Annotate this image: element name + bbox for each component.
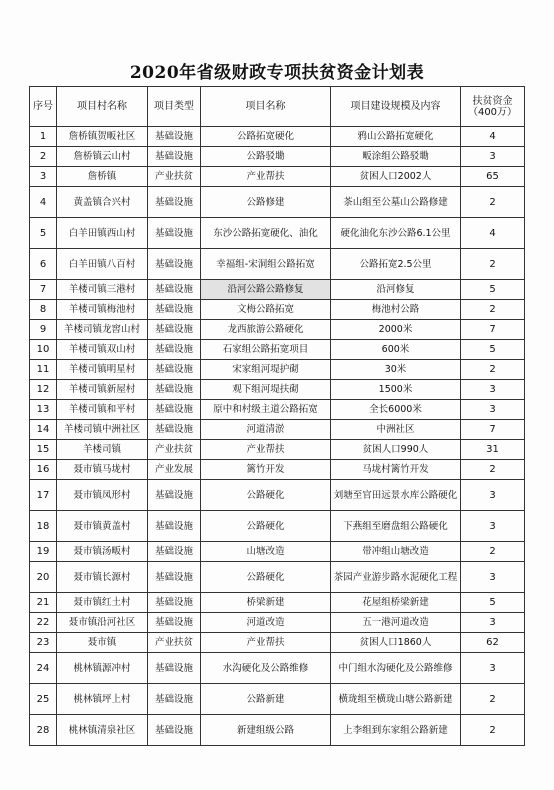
cell-no: 18 (30, 511, 57, 542)
cell-project-name: 山塘改造 (201, 542, 331, 562)
cell-village: 聂市镇沿河社区 (57, 613, 148, 633)
table-row (30, 320, 525, 340)
table-row (30, 360, 525, 380)
cell-scale: 梅池村公路 (331, 300, 461, 320)
cell-fund: 4 (461, 218, 525, 249)
cell-fund: 7 (461, 420, 525, 440)
table-row (30, 715, 525, 746)
cell-scale: 横珑组至横珑山塘公路新建 (331, 684, 461, 715)
cell-no: 10 (30, 340, 57, 360)
cell-fund: 5 (461, 593, 525, 613)
cell-village: 白羊田镇西山村 (57, 218, 148, 249)
table-row (30, 380, 525, 400)
table-row (30, 147, 525, 167)
cell-project-name: 观下组河堤扶砌 (201, 380, 331, 400)
cell-project-name: 东沙公路拓宽硬化、油化 (201, 218, 331, 249)
cell-type: 产业扶贫 (148, 440, 201, 460)
cell-village: 羊楼司镇龙窖山村 (57, 320, 148, 340)
cell-type: 基础设施 (148, 653, 201, 684)
cell-fund: 31 (461, 440, 525, 460)
cell-village: 詹桥镇贺畈社区 (57, 127, 148, 147)
cell-type: 基础设施 (148, 280, 201, 300)
cell-scale: 下燕组至磨盘组公路硬化 (331, 511, 461, 542)
header-project-name: 项目名称 (201, 87, 331, 127)
cell-fund: 2 (461, 300, 525, 320)
cell-project-name: 石家组公路拓宽项目 (201, 340, 331, 360)
cell-fund: 2 (461, 360, 525, 380)
cell-fund: 3 (461, 653, 525, 684)
cell-no: 16 (30, 460, 57, 480)
header-no: 序号 (30, 87, 57, 127)
cell-no: 23 (30, 633, 57, 653)
cell-type: 产业发展 (148, 460, 201, 480)
cell-project-name: 沿河公路公路修复 (201, 280, 331, 300)
cell-no: 7 (30, 280, 57, 300)
table-row (30, 300, 525, 320)
table-row (30, 684, 525, 715)
cell-village: 聂市镇黄盖村 (57, 511, 148, 542)
cell-no: 1 (30, 127, 57, 147)
table-row (30, 480, 525, 511)
table-row (30, 280, 525, 300)
cell-fund: 3 (461, 147, 525, 167)
cell-no: 8 (30, 300, 57, 320)
table-row (30, 653, 525, 684)
cell-project-name: 公路硬化 (201, 562, 331, 593)
cell-type: 基础设施 (148, 400, 201, 420)
table-row (30, 511, 525, 542)
cell-scale: 中洲社区 (331, 420, 461, 440)
cell-project-name: 公路拓宽硬化 (201, 127, 331, 147)
cell-no: 24 (30, 653, 57, 684)
cell-project-name: 篱竹开发 (201, 460, 331, 480)
cell-fund: 3 (461, 400, 525, 420)
header-type: 项目类型 (148, 87, 201, 127)
header-scale: 项目建设规模及内容 (331, 87, 461, 127)
cell-fund: 2 (461, 249, 525, 280)
table-row (30, 440, 525, 460)
cell-fund: 4 (461, 127, 525, 147)
cell-scale: 30米 (331, 360, 461, 380)
cell-village: 羊楼司镇梅池村 (57, 300, 148, 320)
cell-no: 4 (30, 187, 57, 218)
table-row (30, 167, 525, 187)
cell-project-name: 河道清淤 (201, 420, 331, 440)
cell-scale: 五一港河道改造 (331, 613, 461, 633)
cell-scale: 茶山组至公墓山公路修建 (331, 187, 461, 218)
cell-no: 2 (30, 147, 57, 167)
table-row (30, 340, 525, 360)
cell-no: 17 (30, 480, 57, 511)
cell-scale: 花屋组桥梁新建 (331, 593, 461, 613)
cell-village: 桃林镇清泉社区 (57, 715, 148, 746)
cell-type: 产业扶贫 (148, 167, 201, 187)
cell-scale: 硬化油化东沙公路6.1公里 (331, 218, 461, 249)
cell-fund: 2 (461, 187, 525, 218)
cell-village: 羊楼司镇 (57, 440, 148, 460)
cell-village: 聂市镇长源村 (57, 562, 148, 593)
cell-no: 3 (30, 167, 57, 187)
cell-fund: 62 (461, 633, 525, 653)
page-title: 2020年省级财政专项扶贫资金计划表 (129, 63, 425, 83)
cell-project-name: 河道改造 (201, 613, 331, 633)
cell-no: 6 (30, 249, 57, 280)
cell-type: 基础设施 (148, 542, 201, 562)
cell-fund: 3 (461, 511, 525, 542)
cell-no: 9 (30, 320, 57, 340)
cell-fund: 2 (461, 684, 525, 715)
cell-type: 基础设施 (148, 380, 201, 400)
cell-scale: 畈涂组公路驳墈 (331, 147, 461, 167)
cell-scale: 公路拓宽2.5公里 (331, 249, 461, 280)
cell-project-name: 水沟硬化及公路维修 (201, 653, 331, 684)
cell-no: 13 (30, 400, 57, 420)
cell-village: 羊楼司镇中洲社区 (57, 420, 148, 440)
cell-village: 羊楼司镇双山村 (57, 340, 148, 360)
cell-fund: 7 (461, 320, 525, 340)
cell-scale: 贫困人口2002人 (331, 167, 461, 187)
table-row (30, 420, 525, 440)
cell-scale: 贫困人口1860人 (331, 633, 461, 653)
cell-project-name: 公路新建 (201, 684, 331, 715)
cell-fund: 3 (461, 480, 525, 511)
header-fund: 扶贫资金（400万） (461, 87, 525, 127)
cell-fund: 2 (461, 542, 525, 562)
cell-project-name: 新建组级公路 (201, 715, 331, 746)
cell-project-name: 原中和村级主道公路拓宽 (201, 400, 331, 420)
cell-project-name: 公路驳墈 (201, 147, 331, 167)
cell-village: 白羊田镇八百村 (57, 249, 148, 280)
cell-no: 28 (30, 715, 57, 746)
fund-plan-table (29, 86, 525, 746)
cell-type: 基础设施 (148, 147, 201, 167)
cell-fund: 3 (461, 562, 525, 593)
table-row (30, 593, 525, 613)
cell-village: 詹桥镇云山村 (57, 147, 148, 167)
cell-no: 5 (30, 218, 57, 249)
cell-project-name: 幸福组-宋洞组公路拓宽 (201, 249, 331, 280)
cell-type: 基础设施 (148, 187, 201, 218)
cell-type: 基础设施 (148, 511, 201, 542)
cell-project-name: 文梅公路拓宽 (201, 300, 331, 320)
cell-scale: 中门组水沟硬化及公路维修 (331, 653, 461, 684)
cell-type: 基础设施 (148, 420, 201, 440)
table-row (30, 613, 525, 633)
cell-project-name: 公路硬化 (201, 480, 331, 511)
cell-fund: 3 (461, 613, 525, 633)
cell-village: 聂市镇 (57, 633, 148, 653)
cell-no: 12 (30, 380, 57, 400)
cell-type: 基础设施 (148, 480, 201, 511)
cell-scale: 600米 (331, 340, 461, 360)
table-row (30, 562, 525, 593)
cell-project-name: 产业帮扶 (201, 167, 331, 187)
cell-fund: 3 (461, 380, 525, 400)
cell-fund: 2 (461, 460, 525, 480)
cell-type: 基础设施 (148, 300, 201, 320)
cell-village: 羊楼司镇新屋村 (57, 380, 148, 400)
cell-scale: 沿河修复 (331, 280, 461, 300)
cell-scale: 马垅村篱竹开发 (331, 460, 461, 480)
cell-no: 21 (30, 593, 57, 613)
cell-scale: 鸦山公路拓宽硬化 (331, 127, 461, 147)
cell-project-name: 产业帮扶 (201, 633, 331, 653)
cell-scale: 2000米 (331, 320, 461, 340)
cell-no: 14 (30, 420, 57, 440)
cell-type: 基础设施 (148, 593, 201, 613)
cell-type: 基础设施 (148, 320, 201, 340)
cell-type: 基础设施 (148, 562, 201, 593)
cell-fund: 65 (461, 167, 525, 187)
cell-project-name: 公路修建 (201, 187, 331, 218)
cell-scale: 1500米 (331, 380, 461, 400)
cell-no: 22 (30, 613, 57, 633)
table-row (30, 400, 525, 420)
cell-village: 桃林镇源冲村 (57, 653, 148, 684)
table-row (30, 127, 525, 147)
cell-scale: 上李组到东家组公路新建 (331, 715, 461, 746)
cell-type: 基础设施 (148, 715, 201, 746)
cell-scale: 茶园产业游步路水泥硬化工程 (331, 562, 461, 593)
cell-village: 聂市镇红土村 (57, 593, 148, 613)
cell-scale: 贫困人口990人 (331, 440, 461, 460)
cell-project-name: 桥梁新建 (201, 593, 331, 613)
cell-fund: 2 (461, 715, 525, 746)
cell-project-name: 公路硬化 (201, 511, 331, 542)
table-row (30, 218, 525, 249)
table-header-row (30, 87, 525, 127)
cell-scale: 全长6000米 (331, 400, 461, 420)
cell-type: 基础设施 (148, 218, 201, 249)
cell-scale: 带冲组山塘改造 (331, 542, 461, 562)
cell-type: 基础设施 (148, 684, 201, 715)
cell-no: 20 (30, 562, 57, 593)
table-row (30, 187, 525, 218)
cell-type: 基础设施 (148, 127, 201, 147)
cell-no: 19 (30, 542, 57, 562)
cell-village: 黄盖镇合兴村 (57, 187, 148, 218)
cell-no: 11 (30, 360, 57, 380)
cell-village: 羊楼司镇明星村 (57, 360, 148, 380)
cell-type: 产业扶贫 (148, 633, 201, 653)
cell-type: 基础设施 (148, 360, 201, 380)
cell-no: 15 (30, 440, 57, 460)
cell-no: 25 (30, 684, 57, 715)
table-row (30, 633, 525, 653)
cell-fund: 5 (461, 340, 525, 360)
cell-village: 羊楼司镇和平村 (57, 400, 148, 420)
cell-village: 聂市镇马垅村 (57, 460, 148, 480)
cell-fund: 5 (461, 280, 525, 300)
table-row (30, 249, 525, 280)
cell-type: 基础设施 (148, 249, 201, 280)
cell-type: 基础设施 (148, 340, 201, 360)
table-row (30, 460, 525, 480)
cell-scale: 刘塘至官田远景水库公路硬化 (331, 480, 461, 511)
cell-project-name: 产业帮扶 (201, 440, 331, 460)
cell-village: 桃林镇坪上村 (57, 684, 148, 715)
cell-project-name: 龙西旅游公路硬化 (201, 320, 331, 340)
cell-village: 聂市镇汤畈村 (57, 542, 148, 562)
cell-village: 羊楼司镇三港村 (57, 280, 148, 300)
cell-village: 詹桥镇 (57, 167, 148, 187)
cell-village: 聂市镇凤形村 (57, 480, 148, 511)
table-row (30, 542, 525, 562)
cell-type: 基础设施 (148, 613, 201, 633)
cell-project-name: 宋家组河堤护砌 (201, 360, 331, 380)
header-village: 项目村名称 (57, 87, 148, 127)
